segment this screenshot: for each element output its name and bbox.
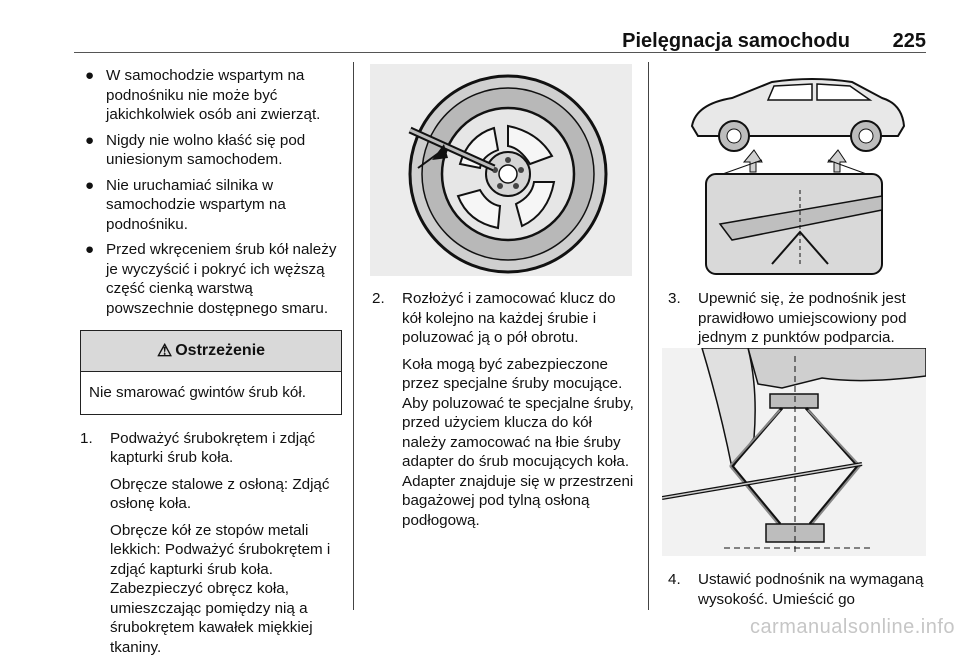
step-paragraph: Koła mogą być zabezpieczone przez specjalne śruby mocujące. Aby poluzować te specjalne śruby, przed użyciem klucza do kół należy zamocować na łbie śruby adapter do śrub mocujących koła. Adapter znajduje się w przestrzeni bagażowej pod tylną osłoną podłogową. bbox=[402, 355, 634, 529]
step-number: 1. bbox=[80, 429, 93, 447]
bullet-icon: ● bbox=[85, 176, 95, 194]
step-paragraph: Podważyć śrubokrętem i zdjąć kapturki śrub koła. bbox=[110, 429, 316, 466]
step-number: 4. bbox=[668, 571, 681, 588]
column-3-bottom bbox=[668, 570, 930, 616]
bullet-icon: ● bbox=[85, 67, 95, 84]
list-item: ● Przed wkręceniem śrub kół należy je wyczyścić i pokryć ich węższą część cienką warstwą powszechnie dostępnego smaru. bbox=[85, 241, 337, 317]
step-number: 3. bbox=[668, 290, 681, 307]
warning-triangle-icon: ⚠ bbox=[156, 341, 173, 361]
safety-bullet-list bbox=[80, 66, 342, 318]
step-paragraph: Ustawić podnośnik na wymaganą wysokość. Umieścić go bbox=[698, 571, 924, 608]
step-3 bbox=[668, 289, 930, 348]
scissor-jack-illustration bbox=[662, 348, 926, 556]
warning-header bbox=[81, 331, 341, 372]
warning-text: Nie smarować gwintów śrub kół. bbox=[89, 384, 306, 401]
step-4 bbox=[668, 570, 930, 609]
step-paragraph: Obręcze stalowe z osłoną: Zdjąć osłonę koła. bbox=[110, 475, 330, 512]
warning-title: Ostrzeżenie bbox=[175, 342, 266, 360]
step-list bbox=[372, 289, 634, 530]
step-number: 2. bbox=[372, 290, 385, 307]
watermark: carmanualsonline.info bbox=[749, 616, 955, 638]
page-number: 225 bbox=[892, 30, 926, 52]
warning-box bbox=[80, 330, 342, 415]
step-list bbox=[80, 429, 342, 658]
step-paragraph: Upewnić się, że podnośnik jest prawidłowo umiejscowiony pod jednym z punktów podparcia. bbox=[698, 290, 907, 346]
column-2 bbox=[372, 289, 634, 537]
step-list bbox=[668, 570, 930, 609]
step-paragraph: Rozłożyć i zamocować klucz do kół kolejno na każdej śrubie i poluzować ją o pół obrotu. bbox=[402, 290, 616, 346]
wheel-wrench-illustration bbox=[370, 64, 632, 276]
step-2 bbox=[372, 289, 634, 530]
list-item: ● Nie uruchamiać silnika w samochodzie wspartym na podnośniku. bbox=[85, 176, 286, 233]
column-divider-2 bbox=[648, 62, 649, 610]
bullet-icon: ● bbox=[85, 241, 95, 258]
column-divider-1 bbox=[353, 62, 354, 610]
header-rule bbox=[74, 52, 926, 53]
page-title: Pielęgnacja samochodu bbox=[622, 30, 850, 52]
bullet-icon: ● bbox=[85, 131, 95, 149]
car-jack-point-illustration bbox=[662, 64, 926, 276]
column-1 bbox=[80, 66, 342, 664]
step-1 bbox=[80, 429, 342, 658]
list-item: ● W samochodzie wspartym na podnośniku nie może być jakichkolwiek osób ani zwierząt. bbox=[85, 67, 321, 123]
step-list bbox=[668, 289, 930, 348]
step-paragraph: Obręcze kół ze stopów metali lekkich: Podważyć śrubokrętem i zdjąć kapturki śrub koła. Zabezpieczyć obręcz koła, umieszczając pomiędzy nią a śrubokrętem kawałek miękkiej tkaniny. bbox=[110, 521, 331, 656]
column-3-top bbox=[668, 289, 930, 355]
list-item: ● Nigdy nie wolno kłaść się pod uniesionym samochodem. bbox=[85, 131, 306, 168]
